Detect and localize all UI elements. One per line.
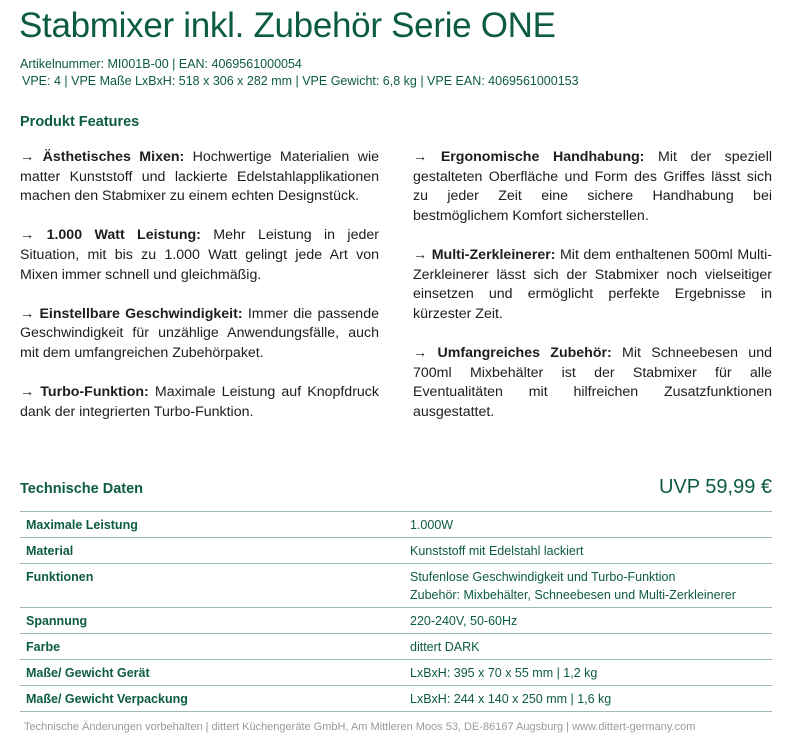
features-column-right bbox=[413, 148, 772, 442]
feature-item bbox=[413, 246, 772, 324]
packaging-info-line: VPE: 4 | VPE Maße LxBxH: 518 x 306 x 282 mm | VPE Gewicht: 6,8 kg | VPE EAN: 4069561000153 bbox=[22, 74, 579, 88]
spec-label: Spannung bbox=[20, 608, 404, 634]
table-row bbox=[20, 660, 772, 686]
feature-text: Mit dem enthaltenen 500ml Multi-Zerkleinerer lässt sich der Stabmixer noch vielseitiger einsetzen und ermöglicht perfekte Ergebnisse in kürzester Zeit. bbox=[413, 246, 772, 322]
features-heading: Produkt Features bbox=[20, 114, 140, 130]
feature-item bbox=[20, 383, 379, 422]
feature-name: 1.000 Watt Leistung: bbox=[46, 227, 201, 244]
features-column-left bbox=[20, 148, 379, 442]
specs-table bbox=[20, 511, 772, 712]
arrow-right-icon: → bbox=[20, 227, 35, 244]
feature-text: Mit der speziell gestalteten Oberfläche und Form des Griffes lässt sich zu jeder Zeit eine sichere Handhabung bei bestmöglichem Komfort sicherstellen. bbox=[413, 149, 772, 224]
page-title: Stabmixer inkl. Zubehör Serie ONE bbox=[19, 6, 556, 45]
feature-text: Mit Schneebesen und 700ml Mixbehälter ist der Stabmixer für alle Eventualitäten mit hilfreichen Zusatzfunktionen ausgestattet. bbox=[413, 344, 772, 420]
feature-item bbox=[20, 226, 379, 285]
feature-name: Ergonomische Handhabung: bbox=[440, 149, 645, 165]
feature-text: Hochwertige Materialien wie matter Kunststoff und lackierte Edelstahlapplikationen machen den Stabmixer zu einem echten Designstück. bbox=[20, 149, 379, 205]
spec-value-line: Zubehör: Mixbehälter, Schneebesen und Multi-Zerkleinerer bbox=[410, 588, 736, 602]
feature-name: Ästhetisches Mixen: bbox=[42, 149, 185, 165]
feature-text: Immer die passende Geschwindigkeit für unzählige Anwendungsfälle, auch mit dem umfangreichen Zubehörpaket. bbox=[20, 305, 379, 361]
spec-value-line: Stufenlose Geschwindigkeit und Turbo-Funktion bbox=[410, 570, 676, 584]
spec-label: Farbe bbox=[20, 634, 404, 660]
table-row bbox=[20, 564, 772, 608]
arrow-right-icon: → bbox=[20, 149, 35, 165]
spec-label: Maße/ Gewicht Gerät bbox=[20, 660, 404, 686]
table-row bbox=[20, 686, 772, 712]
price-label: UVP 59,99 € bbox=[658, 476, 772, 498]
spec-value: dittert DARK bbox=[404, 634, 772, 660]
footer-note: Technische Änderungen vorbehalten | dittert Küchengeräte GmbH, Am Mittleren Moos 53, DE-86167 Augsburg | www.dittert-germany.com bbox=[24, 721, 696, 733]
table-row bbox=[20, 538, 772, 564]
spec-value: Kunststoff mit Edelstahl lackiert bbox=[404, 538, 772, 564]
arrow-right-icon: → bbox=[413, 344, 428, 361]
feature-name: Multi-Zerkleinerer: bbox=[431, 246, 556, 263]
table-row bbox=[20, 634, 772, 660]
tech-specs-heading: Technische Daten bbox=[20, 481, 144, 497]
spec-value: LxBxH: 244 x 140 x 250 mm | 1,6 kg bbox=[404, 686, 772, 712]
spec-value: LxBxH: 395 x 70 x 55 mm | 1,2 kg bbox=[404, 660, 772, 686]
spec-value: 1.000W bbox=[404, 512, 772, 538]
feature-name: Einstellbare Geschwindigkeit: bbox=[39, 305, 243, 322]
arrow-right-icon: → bbox=[20, 384, 35, 401]
feature-item bbox=[413, 148, 772, 226]
spec-label: Maximale Leistung bbox=[20, 512, 404, 538]
feature-item bbox=[20, 148, 379, 207]
spec-label: Material bbox=[20, 538, 404, 564]
feature-name: Turbo-Funktion: bbox=[40, 384, 149, 401]
feature-text: Mehr Leistung in jeder Situation, mit bis zu 1.000 Watt gelingt jede Art von Mixen immer schnell und gleichmäßig. bbox=[20, 227, 379, 283]
spec-value-multiline bbox=[404, 564, 772, 608]
arrow-right-icon: → bbox=[20, 305, 35, 322]
article-number-line: Artikelnummer: MI001B-00 | EAN: 4069561000054 bbox=[20, 57, 302, 71]
table-row bbox=[20, 512, 772, 538]
feature-name: Umfangreiches Zubehör: bbox=[437, 344, 612, 361]
spec-label: Maße/ Gewicht Verpackung bbox=[20, 686, 404, 712]
arrow-right-icon: → bbox=[413, 246, 428, 263]
feature-item bbox=[20, 305, 379, 364]
arrow-right-icon: → bbox=[413, 149, 428, 165]
spec-label: Funktionen bbox=[20, 564, 404, 608]
feature-text: Maximale Leistung auf Knopfdruck dank der integrierten Turbo-Funktion. bbox=[20, 384, 379, 420]
feature-item bbox=[413, 344, 772, 422]
spec-value: 220-240V, 50-60Hz bbox=[404, 608, 772, 634]
table-row bbox=[20, 608, 772, 634]
